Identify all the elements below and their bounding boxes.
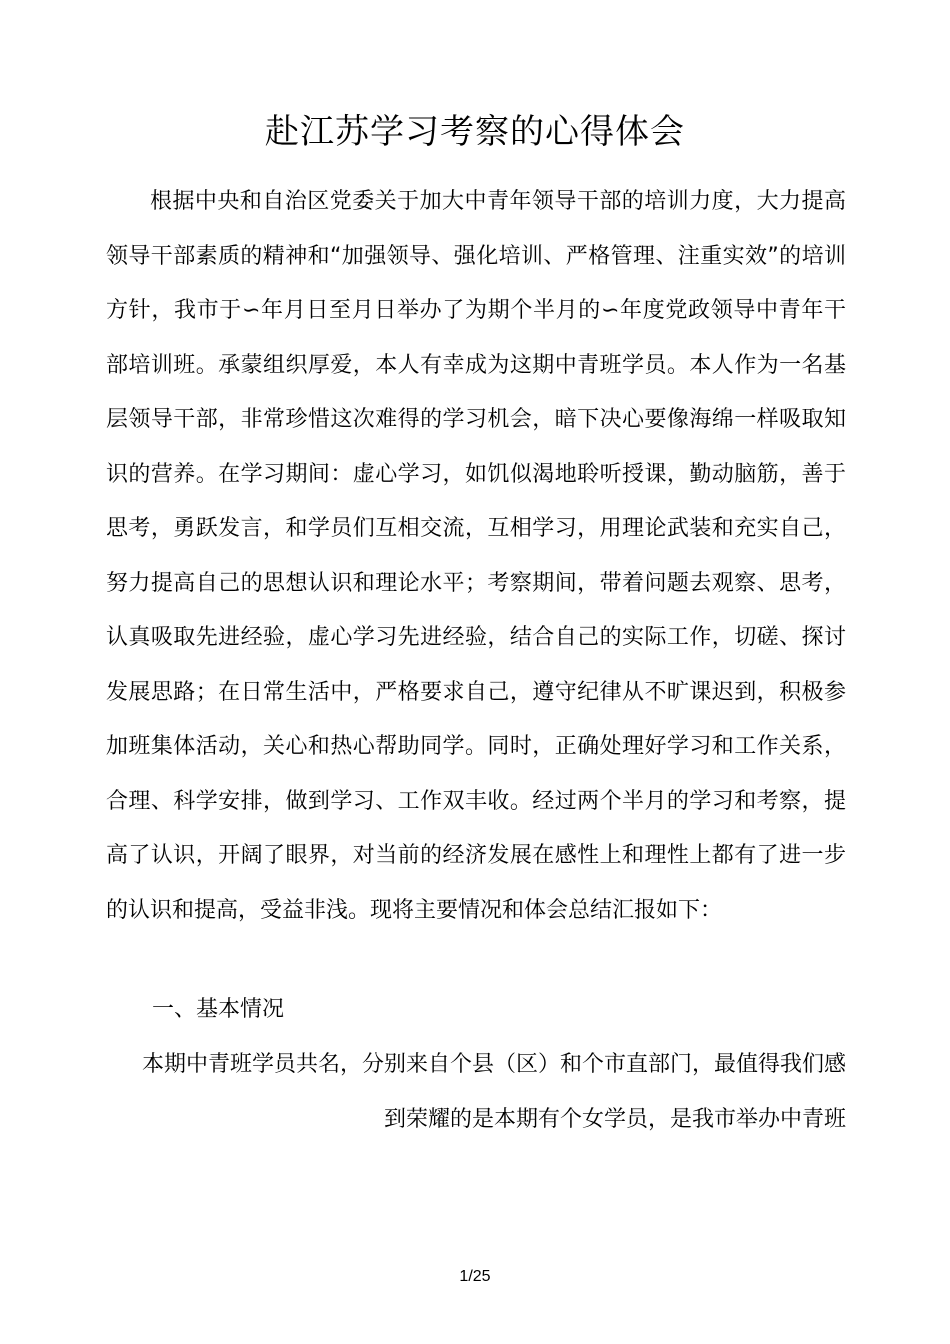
section-text-line-1: 本期中青班学员共名，分别来自个县（区）和个市直部门，最值得我们感 [141,1052,846,1077]
intro-paragraph: 根据中央和自治区党委关于加大中青年领导干部的培训力度，大力提高领导干部素质的精神和“加强领导、强化培训、严格管理、注重实效”的培训方针，我市于∽年月日至月日举办了为期个半月的∽年度党政领导中青年干部培训班。承蒙组织厚爱，本人有幸成为这期中青班学员。本人作为一名基层领导干部，非常珍惜这次难得的学习机会，暗下决心要像海绵一样吸取知识的营养。在学习期间：虚心学习，如饥似渴地聆听授课，勤动脑筋，善于思考，勇跃发言，和学员们互相交流，互相学习，用理论武装和充实自己，努力提高自己的思想认识和理论水平；考察期间，带着问题去观察、思考，认真吸取先进经验，虚心学习先进经验，结合自己的实际工作，切磋、探讨发展思路；在日常生活中，严格要求自己，遵守纪律从不旷课迟到，积极参加班集体活动，关心和热心帮助同学。同时，正确处理好学习和工作关系，合理、科学安排，做到学习、工作双丰收。经过两个半月的学习和考察，提高了认识，开阔了眼界，对当前的经济发展在感性上和理性上都有了进一步的认识和提高，受益非浅。现将主要情况和体会总结汇报如下： [106,189,846,923]
section-heading: 一、基本情况 [152,997,285,1022]
document-title: 赴江苏学习考察的心得体会 [265,112,685,152]
page-number: 1/25 [459,1268,491,1285]
section-text-line-2: 到荣耀的是本期有个女学员，是我市举办中青班 [383,1107,846,1132]
